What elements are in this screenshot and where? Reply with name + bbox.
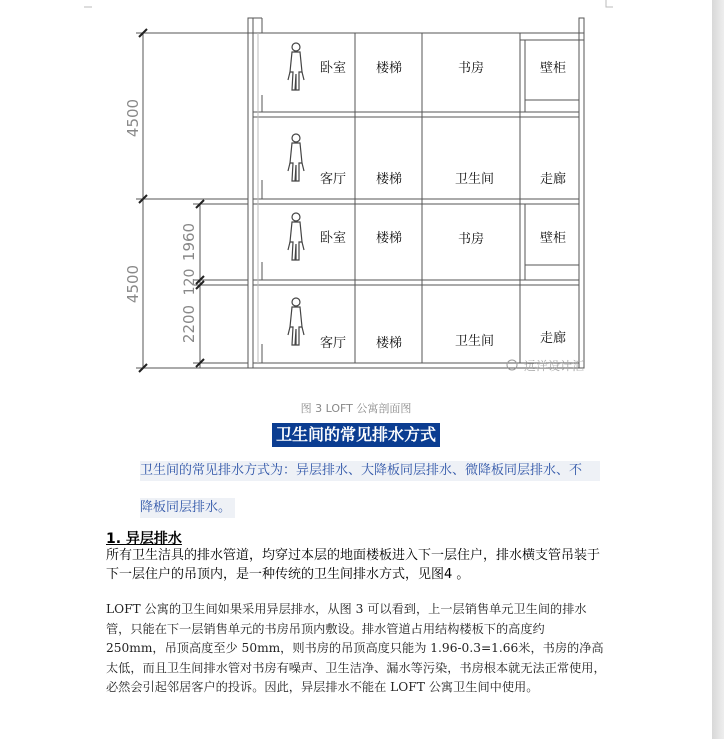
paragraph-1: 所有卫生洁具的排水管道，均穿过本层的地面楼板进入下一层住户，排水横支管吊装于下一层住户的吊顶内，是一种传统的卫生间排水方式，见图4 。 — [106, 548, 601, 582]
room-corridor-f2: 走廊 — [540, 172, 567, 187]
room-study-f3: 书房 — [458, 232, 485, 247]
watermark-text: 远洋设计汇 — [524, 359, 585, 373]
subsection-heading: 1. 异层排水 — [106, 531, 182, 547]
person-figure-f1 — [288, 43, 304, 90]
room-closet-f3: 壁柜 — [540, 231, 567, 246]
room-stairs-f2: 楼梯 — [376, 172, 403, 187]
room-bathroom-f4: 卫生间 — [455, 334, 495, 349]
room-stairs-f1: 楼梯 — [376, 61, 403, 76]
dim-lower-4500: 4500 — [124, 264, 142, 304]
person-figure-f4 — [288, 298, 304, 345]
paragraph-2: LOFT 公寓的卫生间如果采用异层排水，从图 3 可以看到，上一层销售单元卫生间的排水管，只能在下一层销售单元的书房吊顶内敷设。排水管道占用结构楼板下的高度约 250mm，吊顶高度至少 50mm，则书房的吊顶高度只能为 1.96-0.3=1.66米，书房的净高太低，而且卫生间排水管对书房有噪声、卫生洁净、漏水等污染，书房根本就无法正常使用，必然会引起邻居客户的投诉。因此，异层排水不能在 LOFT 公寓卫生间中使用。 — [106, 602, 606, 694]
person-figure-f2 — [288, 134, 304, 181]
room-corridor-f4: 走廊 — [540, 331, 567, 346]
section-title-wrap — [0, 423, 712, 447]
dim-120: 120 — [182, 268, 198, 296]
intro-line-1: 卫生间的常见排水方式为：异层排水、大降板同层排水、微降板同层排水、不 — [140, 461, 600, 481]
dim-2200: 2200 — [180, 304, 198, 344]
dim-1960: 1960 — [180, 222, 198, 262]
room-stairs-f4: 楼梯 — [376, 336, 403, 351]
room-living-f2: 客厅 — [320, 172, 347, 187]
room-bathroom-f2: 卫生间 — [455, 172, 495, 187]
room-living-f4: 客厅 — [320, 336, 347, 351]
room-bedroom-f3: 卧室 — [320, 231, 347, 246]
room-closet-f1: 壁柜 — [540, 61, 567, 76]
person-figure-f3 — [288, 213, 304, 260]
intro-line-2: 降板同层排水。 — [140, 498, 235, 518]
dim-upper-4500: 4500 — [124, 98, 142, 138]
section-title: 卫生间的常见排水方式 — [272, 423, 440, 447]
page-edge — [712, 0, 724, 739]
room-stairs-f3: 楼梯 — [376, 231, 403, 246]
room-bedroom-f1: 卧室 — [320, 61, 347, 76]
figure-caption: 图 3 LOFT 公寓剖面图 — [300, 402, 412, 415]
room-study-f1: 书房 — [458, 61, 485, 76]
